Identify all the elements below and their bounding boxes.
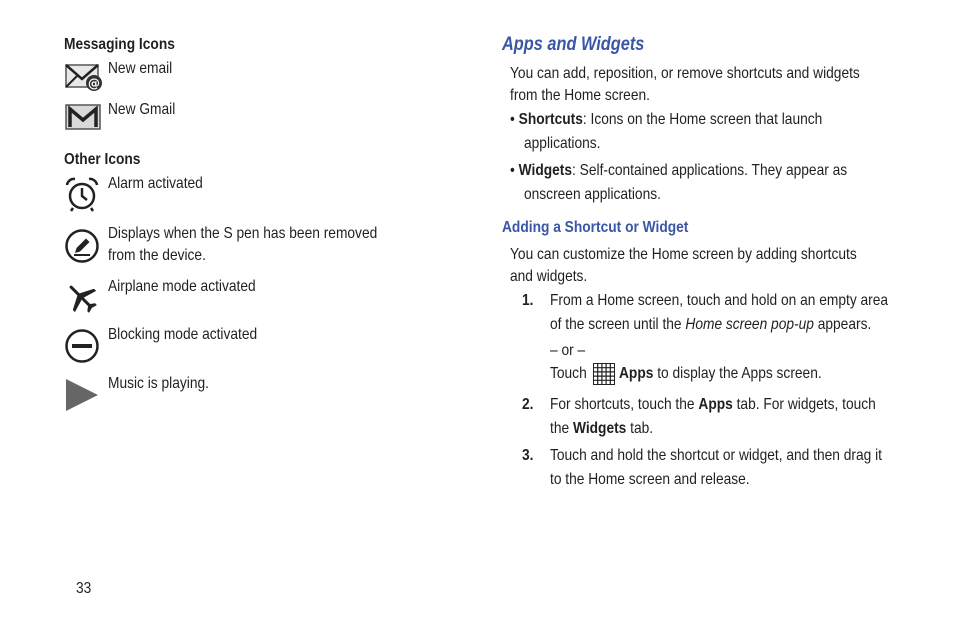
apps-widgets-title: Apps and Widgets xyxy=(502,34,645,55)
sub-intro-line1: You can customize the Home screen by adding shortcuts xyxy=(510,246,857,263)
step2-number: 2. xyxy=(522,396,534,413)
bullet-dot-icon: • xyxy=(510,162,515,179)
step2-line1-pre: For shortcuts, touch the xyxy=(550,396,699,413)
widgets-text-line2: onscreen applications. xyxy=(524,186,661,203)
step2-apps-bold: Apps xyxy=(698,396,733,413)
apps-grid-icon xyxy=(593,363,615,385)
blocking-mode-label: Blocking mode activated xyxy=(108,326,258,343)
step2-line2 xyxy=(550,418,653,440)
step2-line2-pre: the xyxy=(550,420,573,437)
step3-line2: to the Home screen and release. xyxy=(550,471,750,488)
step1-touch-post: to display the Apps screen. xyxy=(653,365,822,382)
step2-line2-post: tab. xyxy=(626,420,654,437)
step3-number: 3. xyxy=(522,447,534,464)
new-gmail-label: New Gmail xyxy=(108,101,176,118)
step1-line1: From a Home screen, touch and hold on an empty area xyxy=(550,292,889,309)
step1-line2-pre: of the screen until the xyxy=(550,316,686,333)
step1-line2 xyxy=(550,314,871,336)
step1-or: – or – xyxy=(550,342,586,359)
shortcuts-text-line1: : Icons on the Home screen that launch xyxy=(582,111,823,128)
widgets-text-line1: : Self-contained applications. They appear as xyxy=(572,162,848,179)
s-pen-label-line1: Displays when the S pen has been removed xyxy=(108,225,378,242)
step1-touch-apps xyxy=(619,363,822,385)
bullet-widgets xyxy=(510,160,847,182)
new-email-icon xyxy=(65,63,103,93)
step2-widgets-bold: Widgets xyxy=(572,420,627,437)
step3-line1: Touch and hold the shortcut or widget, and then drag it xyxy=(550,447,882,464)
step1-touch-pre: Touch xyxy=(550,365,587,382)
airplane-icon xyxy=(64,280,100,316)
widgets-term: Widgets xyxy=(518,162,573,179)
alarm-clock-icon xyxy=(64,176,100,212)
s-pen-label-line2: from the device. xyxy=(108,247,206,264)
home-screen-popup-em: Home screen pop-up xyxy=(685,316,814,333)
music-playing-icon xyxy=(64,377,100,413)
airplane-label: Airplane mode activated xyxy=(108,278,256,295)
intro-line2: from the Home screen. xyxy=(510,87,650,104)
step1-line2-post: appears. xyxy=(813,316,872,333)
messaging-icons-heading: Messaging Icons xyxy=(64,36,175,53)
shortcuts-term: Shortcuts xyxy=(518,111,583,128)
s-pen-removed-icon xyxy=(64,228,100,264)
step2-line1-post: tab. For widgets, touch xyxy=(732,396,876,413)
page-number: 33 xyxy=(76,580,92,597)
adding-shortcut-subheading: Adding a Shortcut or Widget xyxy=(502,219,689,236)
apps-bold: Apps xyxy=(619,365,654,382)
bullet-dot-icon: • xyxy=(510,111,515,128)
new-gmail-icon xyxy=(65,104,101,130)
music-label: Music is playing. xyxy=(108,375,209,392)
intro-line1: You can add, reposition, or remove shortcuts and widgets xyxy=(510,65,860,82)
step1-number: 1. xyxy=(522,292,534,309)
other-icons-heading: Other Icons xyxy=(64,151,141,168)
sub-intro-line2: and widgets. xyxy=(510,268,588,285)
step2-line1 xyxy=(550,394,876,416)
svg-text:@: @ xyxy=(88,76,100,91)
alarm-label: Alarm activated xyxy=(108,175,203,192)
shortcuts-text-line2: applications. xyxy=(524,135,601,152)
blocking-mode-icon xyxy=(64,328,100,364)
bullet-shortcuts xyxy=(510,109,822,131)
new-email-label: New email xyxy=(108,60,173,77)
